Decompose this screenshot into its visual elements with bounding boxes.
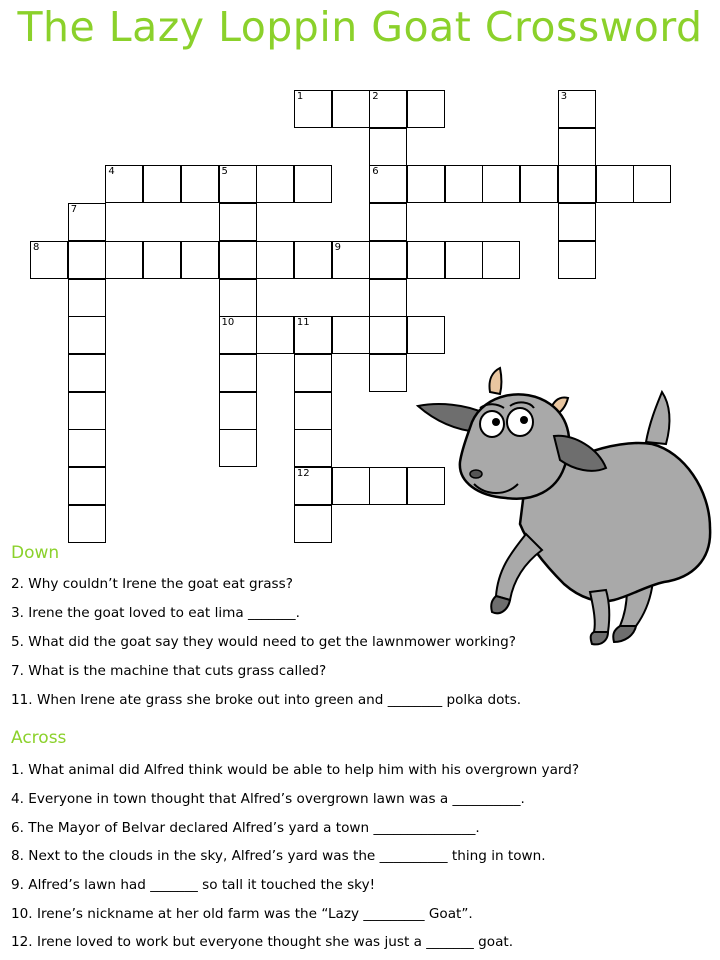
goat-right-pupil [520, 416, 528, 424]
grid-cell[interactable] [219, 354, 257, 392]
across-clue: 4. Everyone in town thought that Alfred’s overgrown lawn was a __________. [11, 791, 525, 807]
goat-front-leg-2 [590, 590, 609, 632]
grid-cell[interactable] [482, 165, 520, 203]
down-heading: Down [11, 543, 60, 563]
grid-cell[interactable] [256, 165, 294, 203]
grid-cell[interactable] [369, 467, 407, 505]
grid-cell[interactable] [219, 279, 257, 317]
grid-cell[interactable] [558, 128, 596, 166]
grid-cell[interactable] [181, 165, 219, 203]
grid-cell[interactable] [332, 90, 370, 128]
grid-cell[interactable] [219, 241, 257, 279]
goat-left-horn [489, 368, 501, 394]
goat-front-leg [496, 534, 542, 600]
grid-cell[interactable] [369, 316, 407, 354]
grid-cell[interactable] [369, 165, 407, 203]
clue-number: 7 [70, 204, 78, 216]
grid-cell[interactable] [219, 316, 257, 354]
grid-cell[interactable] [407, 316, 445, 354]
down-clue: 11. When Irene ate grass she broke out into green and ________ polka dots. [11, 692, 522, 708]
across-clue: 1. What animal did Alfred think would be able to help him with his overgrown yard? [11, 762, 580, 778]
goat-tail [646, 392, 669, 444]
clue-number: 2 [372, 91, 379, 102]
grid-cell[interactable] [143, 241, 181, 279]
goat-back-hoof [613, 626, 636, 642]
goat-left-eye [480, 411, 504, 437]
grid-cell[interactable] [294, 392, 332, 430]
across-clue: 12. Irene loved to work but everyone thought she was just a _______ goat. [11, 934, 514, 950]
down-clue: 3. Irene the goat loved to eat lima _______. [11, 605, 300, 621]
clue-number: 1 [296, 91, 304, 102]
clue-number: 3 [560, 91, 568, 102]
down-clue: 7. What is the machine that cuts grass called? [11, 663, 327, 679]
grid-cell[interactable] [294, 354, 332, 392]
across-clue: 9. Alfred’s lawn had _______ so tall it touched the sky! [11, 877, 376, 893]
goat-nose [470, 470, 482, 478]
grid-cell[interactable] [219, 429, 257, 467]
grid-cell[interactable] [369, 203, 407, 241]
grid-cell[interactable] [68, 467, 106, 505]
grid-cell[interactable] [68, 392, 106, 430]
grid-cell[interactable] [558, 165, 596, 203]
clue-number: 6 [372, 166, 379, 178]
clue-number: 11 [296, 317, 310, 329]
down-clue: 5. What did the goat say they would need to get the lawnmower working? [11, 634, 516, 650]
grid-cell[interactable] [68, 505, 106, 543]
grid-cell[interactable] [520, 165, 558, 203]
clue-number: 9 [334, 241, 341, 253]
grid-cell[interactable] [294, 90, 332, 128]
grid-cell[interactable] [105, 165, 143, 203]
goat-right-eye [507, 408, 533, 436]
grid-cell[interactable] [558, 241, 596, 279]
clue-number: 12 [296, 468, 310, 479]
grid-cell[interactable] [256, 316, 294, 354]
grid-cell[interactable] [558, 90, 596, 128]
grid-cell[interactable] [68, 203, 106, 241]
grid-cell[interactable] [143, 165, 181, 203]
page-title: The Lazy Loppin Goat Crossword [17, 3, 703, 51]
grid-cell[interactable] [407, 241, 445, 279]
grid-cell[interactable] [219, 392, 257, 430]
grid-cell[interactable] [30, 241, 68, 279]
grid-cell[interactable] [369, 241, 407, 279]
grid-cell[interactable] [369, 354, 407, 392]
grid-cell[interactable] [369, 128, 407, 166]
grid-cell[interactable] [482, 241, 520, 279]
grid-cell[interactable] [181, 241, 219, 279]
grid-cell[interactable] [332, 316, 370, 354]
grid-cell[interactable] [445, 165, 483, 203]
grid-cell[interactable] [369, 279, 407, 317]
goat-front-hoof-2 [591, 632, 608, 644]
grid-cell[interactable] [294, 316, 332, 354]
clue-number: 5 [221, 166, 228, 178]
goat-left-pupil [492, 418, 500, 426]
grid-cell[interactable] [68, 241, 106, 279]
goat-front-hoof [491, 596, 510, 613]
grid-cell[interactable] [294, 505, 332, 543]
grid-cell[interactable] [407, 90, 445, 128]
across-clue: 8. Next to the clouds in the sky, Alfred’s yard was the __________ thing in town. [11, 848, 546, 864]
clue-number: 4 [108, 166, 115, 178]
grid-cell[interactable] [294, 241, 332, 279]
down-clue: 2. Why couldn’t Irene the goat eat grass? [11, 576, 293, 592]
grid-cell[interactable] [332, 467, 370, 505]
grid-cell[interactable] [105, 241, 143, 279]
goat-illustration [414, 364, 720, 648]
across-clue: 6. The Mayor of Belvar declared Alfred’s yard a town _______________. [11, 820, 480, 836]
clue-number: 10 [221, 317, 235, 329]
grid-cell[interactable] [294, 165, 332, 203]
grid-cell[interactable] [596, 165, 634, 203]
grid-cell[interactable] [219, 203, 257, 241]
grid-cell[interactable] [445, 241, 483, 279]
grid-cell[interactable] [68, 354, 106, 392]
grid-cell[interactable] [68, 316, 106, 354]
grid-cell[interactable] [219, 165, 257, 203]
grid-cell[interactable] [369, 90, 407, 128]
across-heading: Across [11, 728, 67, 748]
grid-cell[interactable] [332, 241, 370, 279]
grid-cell[interactable] [558, 203, 596, 241]
grid-cell[interactable] [294, 467, 332, 505]
grid-cell[interactable] [256, 241, 294, 279]
across-clue: 10. Irene’s nickname at her old farm was the “Lazy _________ Goat”. [11, 906, 473, 922]
grid-cell[interactable] [68, 429, 106, 467]
clue-number: 8 [33, 241, 40, 253]
grid-cell[interactable] [68, 279, 106, 317]
grid-cell[interactable] [407, 165, 445, 203]
grid-cell[interactable] [633, 165, 671, 203]
grid-cell[interactable] [294, 429, 332, 467]
